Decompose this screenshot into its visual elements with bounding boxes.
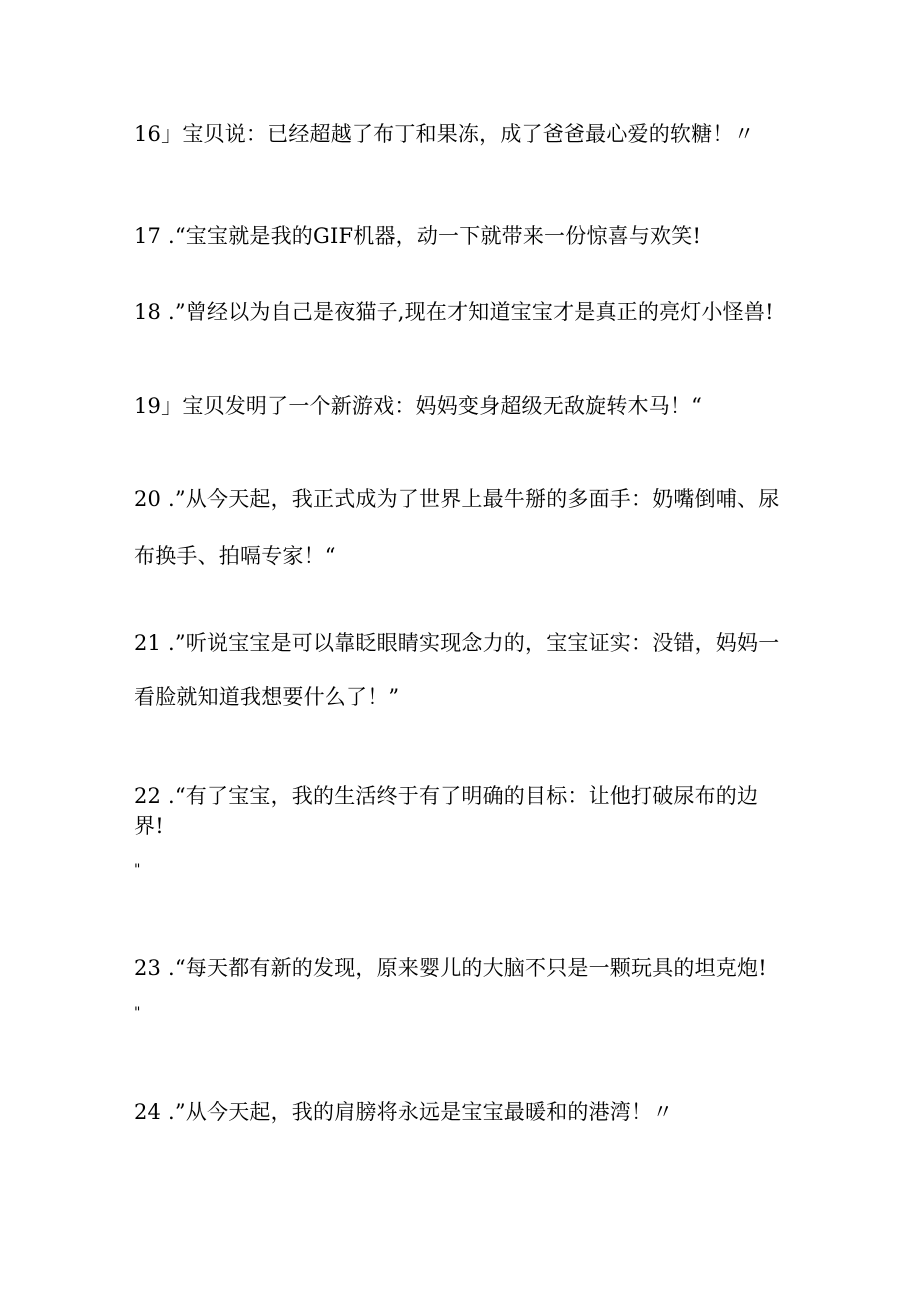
quote-18: 18 .”曾经以为自己是夜猫子,现在才知道宝宝才是真正的亮灯小怪兽! <box>134 300 774 324</box>
quote-16: 16」宝贝说：已经超越了布丁和果冻，成了爸爸最心爱的软糖！〃 <box>134 122 755 146</box>
quote-23-closing-mark: " <box>134 1005 141 1021</box>
quote-22-line-2: 界! <box>134 814 164 838</box>
quote-21-line-1: 21 .”听说宝宝是可以靠眨眼睛实现念力的，宝宝证实：没错，妈妈一 <box>134 631 780 655</box>
quote-22-line-1: 22 .“有了宝宝，我的生活终于有了明确的目标：让他打破尿布的边 <box>134 784 759 808</box>
quote-24: 24 .”从今天起，我的肩膀将永远是宝宝最暖和的港湾！〃 <box>134 1100 674 1124</box>
quote-20-line-2: 布换手、拍嗝专家！“ <box>134 544 336 568</box>
quote-19: 19」宝贝发明了一个新游戏：妈妈变身超级无敌旋转木马！“ <box>134 394 703 418</box>
quote-21-line-2: 看脸就知道我想要什么了！” <box>134 685 400 709</box>
quote-22-closing-mark: " <box>134 862 141 878</box>
quote-17: 17 .“宝宝就是我的GIF机器，动一下就带来一份惊喜与欢笑! <box>134 224 702 248</box>
quote-23: 23 .“每天都有新的发现，原来婴儿的大脑不只是一颗玩具的坦克炮! <box>134 956 767 980</box>
quote-20-line-1: 20 .”从今天起，我正式成为了世界上最牛掰的多面手：奶嘴倒哺、尿 <box>134 487 780 511</box>
